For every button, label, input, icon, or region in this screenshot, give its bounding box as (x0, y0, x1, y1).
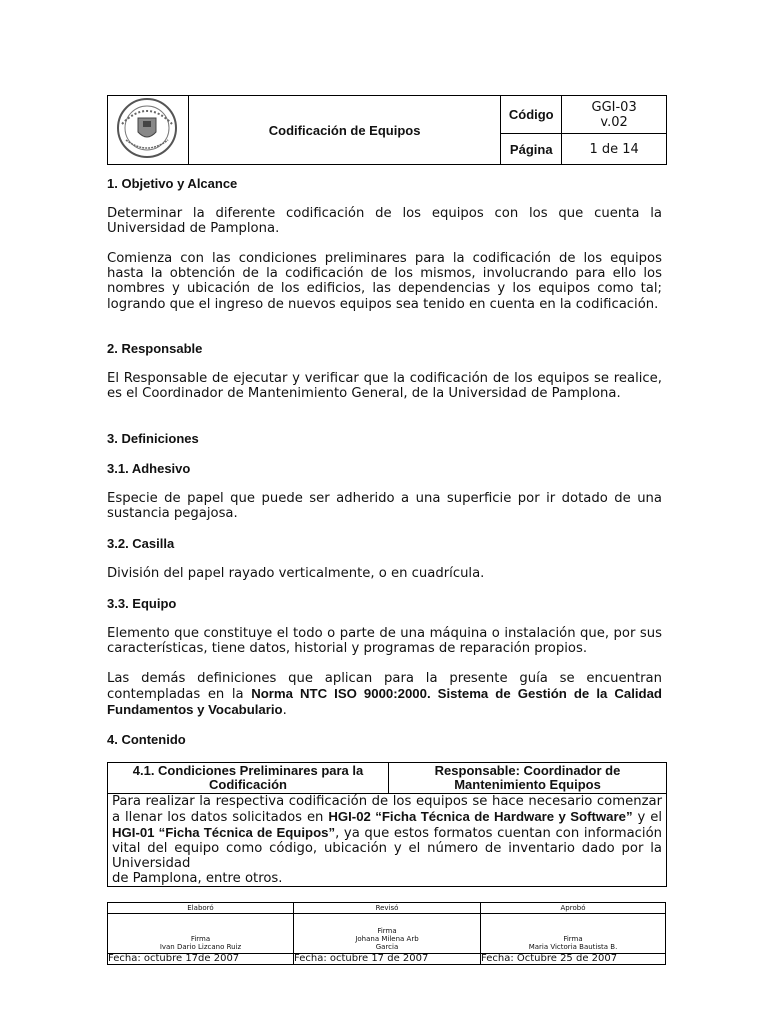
code-label: Código (501, 96, 562, 134)
norma-reference: Norma NTC ISO 9000:2000. Sistema de Gestión de la Calidad Fundamentos y Vocabulario (107, 686, 662, 718)
document-header (107, 95, 667, 165)
code-value-line1: GGI-03 (591, 99, 637, 115)
document-title: Codificación de Equipos (188, 96, 500, 165)
section-3-2-paragraph: División del papel rayado verticalmente, o en cuadrícula. (107, 566, 485, 581)
content-table-body (108, 794, 667, 887)
section-2-title: 2. Responsable (107, 341, 203, 356)
section-2-paragraph: El Responsable de ejecutar y verificar que la codificación de los equipos se realice, es el Coordinador de Mantenimiento General, de la Universidad de Pamplona. (107, 371, 662, 402)
page-label: Página (501, 134, 562, 165)
aprobo-signature-cell (481, 914, 666, 954)
closing-text-a: Las demás definiciones que aplican para la presente guía se encuentran contempladas en la (107, 671, 662, 703)
firma-label-3: Firma (563, 935, 583, 943)
reviso-name: Johana Milena Arb Garcia (355, 935, 419, 951)
section-3-3-paragraph: Elemento que constituye el todo o parte de una máquina o instalación que, por sus características, tiene datos, historial y programas de reparación propios. (107, 626, 662, 657)
hgi02-reference: HGI-02 “Ficha Técnica de Hardware y Software” (328, 809, 633, 824)
firma-label-2: Firma (377, 927, 397, 935)
elaboro-header: Elaboró (108, 903, 294, 914)
university-seal-logo (108, 96, 186, 160)
section-3-1-paragraph: Especie de papel que puede ser adherido a una superficie por ir dotado de una sustancia pegajosa. (107, 491, 662, 522)
reviso-signature-cell (294, 914, 481, 954)
aprobo-header: Aprobó (481, 903, 666, 914)
page-value: 1 de 14 (562, 134, 667, 165)
section-3-3-title: 3.3. Equipo (107, 596, 177, 611)
closing-text-c: . (282, 703, 287, 719)
code-value (562, 96, 667, 134)
content-table-header-2: Responsable: Coordinador de Mantenimiento Equipos (389, 763, 667, 794)
signature-table (107, 902, 666, 965)
content-table-header-1: 4.1. Condiciones Preliminares para la Codificación (108, 763, 389, 794)
logo-cell (108, 96, 189, 165)
section-3-title: 3. Definiciones (107, 431, 199, 446)
reviso-date: Fecha: octubre 17 de 2007 (294, 954, 481, 965)
section-4-title: 4. Contenido (107, 732, 186, 747)
aprobo-date: Fecha: Octubre 25 de 2007 (481, 954, 666, 965)
section-1-paragraph-2: Comienza con las condiciones preliminares para la codificación de los equipos hasta la obtención de la codificación de los mismos, involucrando para ello los nombres y ubicación de los edificios, las dependencias y los equipos como tal; logrando que el ingreso de nuevos equipos sea tenido en cuenta en la codificación. (107, 251, 662, 312)
elaboro-signature-cell (108, 914, 294, 954)
body-text-e: , ya que estos formatos cuentan con información vital del equipo como código, ubicación y el número de inventario dado por la Universidad (112, 826, 663, 871)
elaboro-name: Ivan Dario Lizcano Ruiz (159, 943, 242, 951)
aprobo-name: Maria Victoria Bautista B. (528, 943, 618, 951)
elaboro-date: Fecha: octubre 17de 2007 (108, 954, 294, 965)
body-text-a: Para realizar la respectiva codificación de los equipos se hace necesario comenzar a llenar los datos solicitados en (112, 794, 662, 825)
section-3-closing-paragraph (107, 671, 662, 719)
content-table (107, 762, 667, 887)
section-3-2-title: 3.2. Casilla (107, 536, 175, 551)
section-1-title: 1. Objetivo y Alcance (107, 176, 238, 191)
section-3-1-title: 3.1. Adhesivo (107, 461, 191, 476)
body-text-c: y el (632, 810, 662, 825)
body-text-f: de Pamplona, entre otros. (112, 871, 283, 886)
section-1-paragraph-1: Determinar la diferente codificación de los equipos con los que cuenta la Universidad de Pamplona. (107, 206, 662, 237)
code-value-line2: v.02 (600, 114, 628, 130)
reviso-header: Revisó (294, 903, 481, 914)
hgi01-reference: HGI-01 “Ficha Técnica de Equipos” (112, 825, 336, 840)
firma-label-1: Firma (190, 935, 211, 943)
